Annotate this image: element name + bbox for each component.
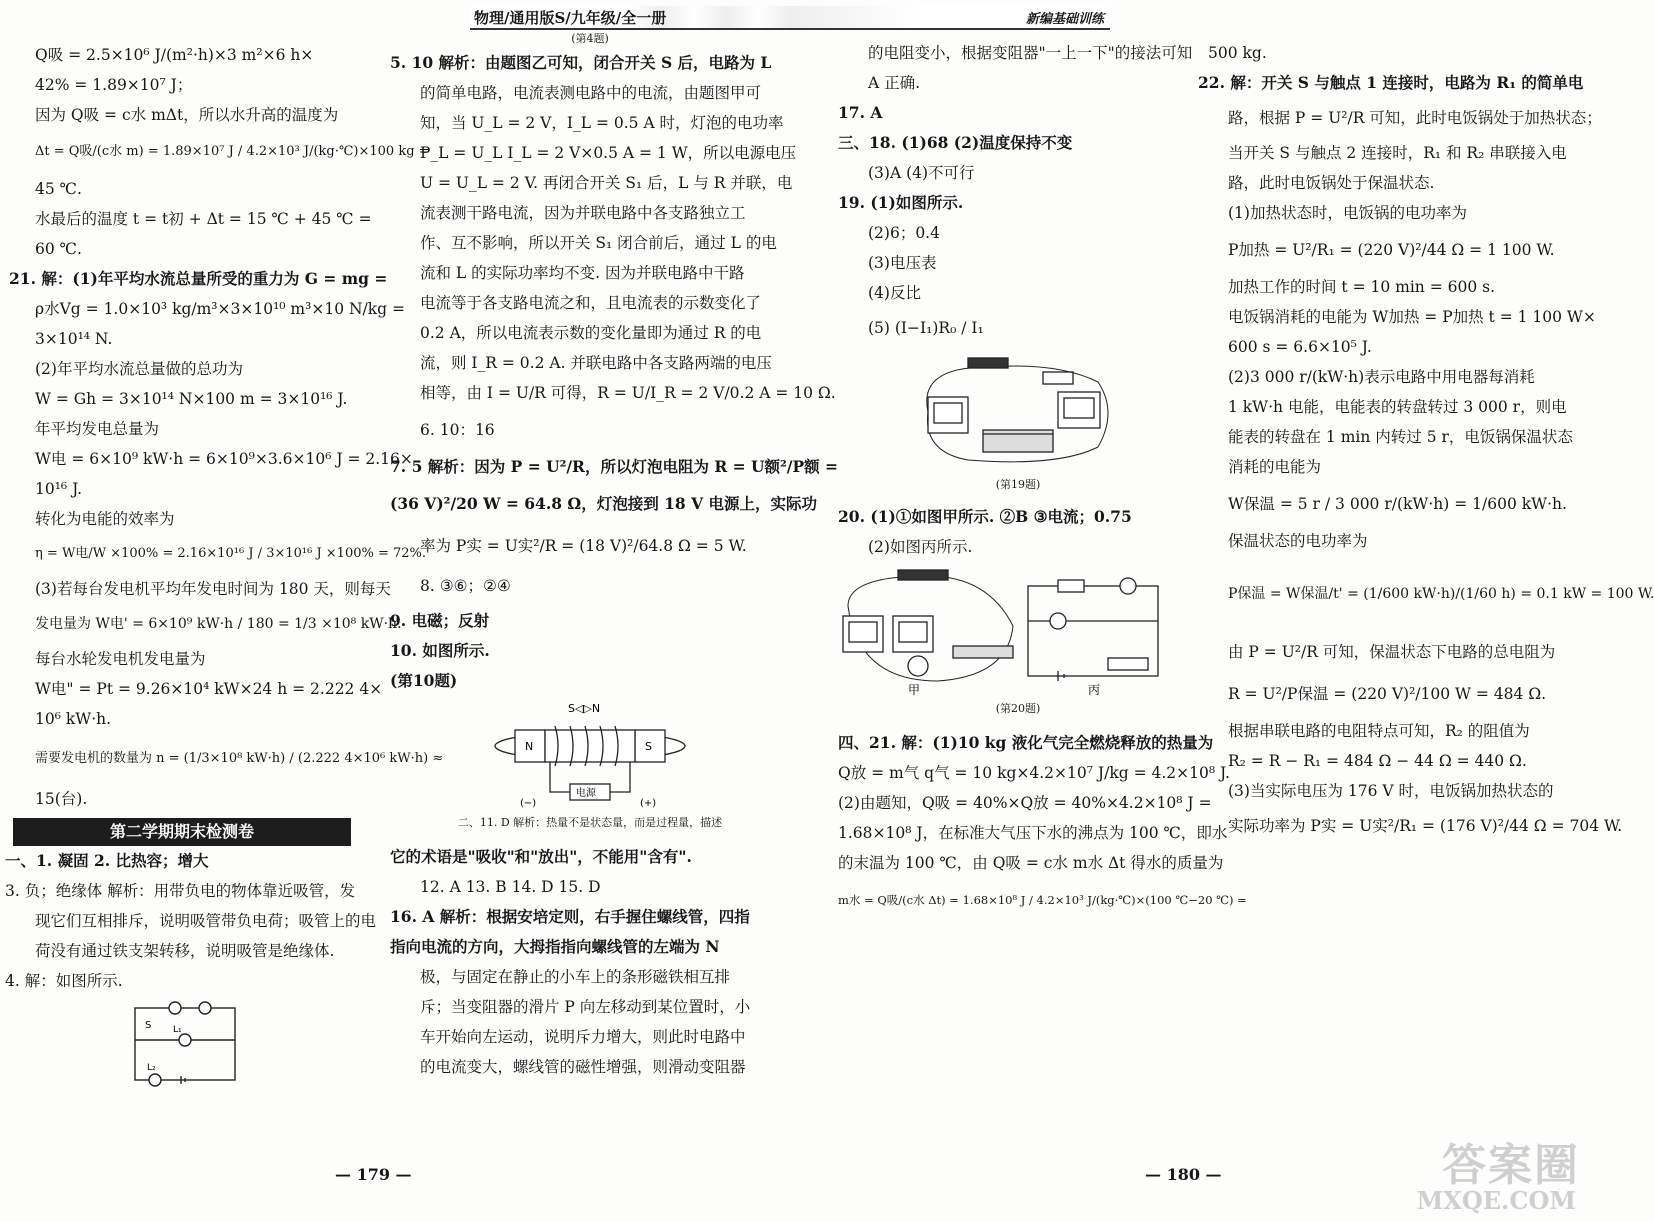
text-line: 现它们互相排斥，说明吸管带负电荷；吸管上的电 — [35, 912, 377, 930]
text-line: 电饭锅消耗的电能为 W加热 = P加热 t = 1 100 W× — [1228, 308, 1596, 326]
page-number-right: — 180 — — [1145, 1165, 1222, 1184]
text-line: 1.68×10⁸ J，在标准大气压下水的沸点为 100 ℃，即水 — [838, 824, 1228, 842]
question-20: 20. (1)①如图甲所示. ②B ③电流；0.75 — [838, 507, 1132, 526]
text-line: 流，则 I_R = 0.2 A. 并联电路中各支路两端的电压 — [420, 354, 772, 372]
text-line: 作、互不影响，所以开关 S₁ 闭合前后，通过 L 的电 — [420, 234, 777, 252]
text-line: 每台水轮发电机发电量为 — [35, 650, 206, 668]
text-line: 消耗的电能为 — [1228, 458, 1322, 476]
label-minus: (−) — [520, 798, 537, 809]
header-brand: 新编基础训练 — [1025, 11, 1104, 27]
text-line: ρ水Vg = 1.0×10³ kg/m³×3×10¹⁰ m³×10 N/kg = — [35, 300, 405, 318]
question-22: 22. 解：开关 S 与触点 1 连接时，电路为 R₁ 的简单电 — [1198, 73, 1584, 92]
text-line: (2)3 000 r/(kW·h)表示电路中用电器每消耗 — [1228, 368, 1535, 386]
text-line: 发电量为 W电' = 6×10⁹ kW·h / 180 = 1/3 ×10⁸ kW·h. — [35, 616, 402, 632]
question-19: 19. (1)如图所示. — [838, 193, 964, 212]
text-line: 8. ③⑥；②④ — [420, 577, 511, 595]
text-line: (2)6；0.4 — [868, 224, 940, 242]
text-line: P加热 = U²/R₁ = (220 V)²/44 Ω = 1 100 W. — [1228, 241, 1555, 259]
text-line: 斥；当变阻器的滑片 P 向左移动到某位置时，小 — [420, 998, 751, 1016]
figure-caption: (第4题) — [571, 32, 609, 45]
text-line: (3)当实际电压为 176 V 时，电饭锅加热状态的 — [1228, 782, 1554, 800]
text-line: 500 kg. — [1208, 44, 1267, 62]
text-line: 45 ℃. — [35, 180, 82, 198]
text-line: R = U²/P保温 = (220 V)²/100 W = 484 Ω. — [1228, 685, 1547, 703]
text-line: 6. 10：16 — [420, 421, 495, 439]
question-21-part4: 四、21. 解：(1)10 kg 液化气完全燃烧释放的热量为 — [838, 733, 1214, 752]
text-line: 加热工作的时间 t = 10 min = 600 s. — [1228, 278, 1496, 296]
text-line: A 正确. — [868, 74, 921, 92]
text-line: 流和 L 的实际功率均不变. 因为并联电路中干路 — [420, 264, 745, 282]
text-line: U = U_L = 2 V. 再闭合开关 S₁ 后，L 与 R 并联，电 — [420, 174, 793, 192]
question-21: 21. 解：(1)年平均水流总量所受的重力为 G = mg = — [9, 269, 388, 288]
label-s: S — [645, 740, 652, 753]
label-source: 电源 — [576, 788, 596, 799]
text-line: 保温状态的电功率为 — [1228, 532, 1368, 550]
text-line: 4. 解：如图所示. — [5, 972, 123, 990]
text-line: 率为 P实 = U实²/R = (18 V)²/64.8 Ω = 5 W. — [420, 537, 747, 555]
text-line: (3)若每台发电机平均年发电时间为 180 天，则每天 — [35, 580, 391, 598]
text-line: m水 = Q吸/(c水 Δt) = 1.68×10⁸ J / 4.2×10³ J/(kg·℃)×(100 ℃−20 ℃) = — [838, 893, 1247, 907]
text-line: 一、1. 凝固 2. 比热容；增大 — [5, 851, 209, 870]
text-line: 42% = 1.89×10⁷ J； — [35, 76, 193, 94]
section-title: 第二学期期末检测卷 — [13, 818, 351, 846]
question-10: (第10题) — [390, 671, 458, 690]
text-line: (5) (I−I₁)R₀ / I₁ — [868, 319, 984, 337]
question-5: 5. 10 解析：由题图乙可知，闭合开关 S 后，电路为 L — [390, 53, 772, 72]
text-line: (2)年平均水流总量做的总功为 — [35, 360, 243, 378]
watermark-url: MXQE.COM — [1416, 1186, 1576, 1215]
question-7: (36 V)²/20 W = 64.8 Ω，灯泡接到 18 V 电源上，实际功 — [390, 494, 817, 513]
text-line: R₂ = R − R₁ = 484 Ω − 44 Ω = 440 Ω. — [1228, 752, 1527, 770]
text-line: 10⁶ kW·h. — [35, 710, 112, 728]
apparatus-figure-q19 — [908, 352, 1118, 472]
text-line: 极，与固定在静止的小车上的条形磁铁相互排 — [420, 968, 731, 986]
text-line: 由 P = U²/R 可知，保温状态下电路的总电阻为 — [1228, 643, 1556, 661]
column-4 — [1198, 38, 1654, 846]
text-line: 因为 Q吸 = c水 mΔt，所以水升高的温度为 — [35, 106, 339, 124]
text-line: 知，当 U_L = 2 V，I_L = 0.5 A 时，灯泡的电功率 — [420, 114, 784, 132]
text-line: 的电阻变小，根据变阻器"一上一下"的接法可知 — [868, 44, 1193, 62]
text-line: 当开关 S 与触点 2 连接时，R₁ 和 R₂ 串联接入电 — [1228, 144, 1567, 162]
question-17: 17. A — [838, 103, 883, 122]
text-line: 600 s = 6.6×10⁵ J. — [1228, 338, 1372, 356]
text-line: 10¹⁶ J. — [35, 480, 83, 498]
question-8: 9. 电磁；反射 — [390, 611, 490, 630]
text-line: Q放 = m气 q气 = 10 kg×4.2×10⁷ J/kg = 4.2×10⁸ J. — [838, 764, 1230, 782]
column-2 — [390, 30, 839, 1082]
label-l1: L₁ — [173, 1025, 182, 1035]
text-line: 荷没有通过铁支架转移，说明吸管是绝缘体. — [35, 942, 335, 960]
question-6: 7. 5 解析：因为 P = U²/R，所以灯泡电阻为 R = U额²/P额 = — [390, 457, 839, 476]
solenoid-figure-q10 — [490, 700, 690, 810]
text-line: (2)如图丙所示. — [868, 538, 973, 556]
text-line: (2)由题知，Q吸 = 40%×Q放 = 40%×4.2×10⁸ J = — [838, 794, 1212, 812]
text-line: 3×10¹⁴ N. — [35, 330, 113, 348]
question-16: 指向电流的方向，大拇指指向螺线管的左端为 N — [390, 937, 720, 956]
text-line: (4)反比 — [868, 284, 921, 302]
text-line: 0.2 A，所以电流表示数的变化量即为通过 R 的电 — [420, 324, 762, 342]
text-line: 的末温为 100 ℃，由 Q吸 = c水 m水 Δt 得水的质量为 — [838, 854, 1224, 872]
text-line: 需要发电机的数量为 n = (1/3×10⁸ kW·h) / (2.222 4×10⁶ kW·h) ≈ — [35, 751, 444, 766]
label-plus: (+) — [640, 798, 657, 809]
text-line: 15(台). — [35, 790, 88, 808]
circuit-figure-q4 — [125, 1000, 245, 1090]
text-line: 车开始向左运动，说明斥力增大，则此时电路中 — [420, 1028, 746, 1046]
text-line: Q吸 = 2.5×10⁶ J/(m²·h)×3 m²×6 h× — [35, 46, 314, 64]
text-line: P_L = U_L I_L = 2 V×0.5 A = 1 W，所以电源电压 — [420, 144, 797, 162]
text-line: 路，根据 P = U²/R 可知，此时电饭锅处于加热状态； — [1228, 109, 1602, 127]
question-18: 三、18. (1)68 (2)温度保持不变 — [838, 133, 1073, 152]
text-line: W电 = 6×10⁹ kW·h = 6×10⁹×3.6×10⁶ J = 2.16× — [35, 450, 413, 468]
text-line: Δt = Q吸/(c水 m) = 1.89×10⁷ J / 4.2×10³ J/(kg·℃)×100 kg = — [35, 144, 430, 159]
text-line: 根据串联电路的电阻特点可知，R₂ 的阻值为 — [1228, 722, 1530, 740]
text-line: 1 kW·h 电能，电能表的转盘转过 3 000 r，则电 — [1228, 398, 1567, 416]
text-line: 12. A 13. B 14. D 15. D — [420, 878, 601, 896]
question-9: 10. 如图所示. — [390, 641, 490, 660]
text-line: η = W电/W ×100% = 2.16×10¹⁶ J / 3×10¹⁶ J ×100% = 72%. — [35, 546, 427, 561]
text-line: P保温 = W保温/t' = (1/600 kW·h)/(1/60 h) = 0.1 kW = 100 W. — [1228, 586, 1654, 602]
text-line: 实际功率为 P实 = U实²/R₁ = (176 V)²/44 Ω = 704 W. — [1228, 817, 1623, 835]
figure-caption: 二、11. D 解析：热量不是状态量，而是过程量，描述 — [457, 816, 723, 829]
text-line: (3)A (4)不可行 — [868, 164, 975, 182]
text-line: 流表测干路电流，因为并联电路中各支路独立工 — [420, 204, 746, 222]
text-line: 能表的转盘在 1 min 内转过 5 r，电饭锅保温状态 — [1228, 428, 1573, 446]
text-line: 3. 负；绝缘体 解析：用带负电的物体靠近吸管，发 — [5, 882, 356, 900]
text-line: 转化为电能的效率为 — [35, 510, 175, 528]
label-n: N — [525, 740, 534, 753]
page-header — [470, 6, 1110, 30]
text-line: W保温 = 5 r / 3 000 r/(kW·h) = 1/600 kW·h. — [1228, 495, 1567, 513]
text-line: 的简单电路，电流表测电路中的电流，由题图甲可 — [420, 84, 762, 102]
text-line: 年平均发电总量为 — [35, 420, 160, 438]
header-title: 物理/通用版S/九年级/全一册 — [474, 8, 667, 27]
question-12-15: 16. A 解析：根据安培定则，右手握住螺线管，四指 — [390, 907, 750, 926]
text-line: 的电流变大，螺线管的磁性增强，则滑动变阻器 — [420, 1058, 746, 1076]
text-line: (1)加热状态时，电饭锅的电功率为 — [1228, 204, 1467, 222]
text-line: 相等，由 I = U/R 可得，R = U/I_R = 2 V/0.2 A = 10 Ω. — [420, 384, 836, 402]
label-l2: L₂ — [147, 1063, 156, 1073]
text-line: W电" = Pt = 9.26×10⁴ kW×24 h = 2.222 4× — [35, 680, 383, 698]
text-line: 路，此时电饭锅处于保温状态. — [1228, 174, 1435, 192]
label-s: S — [145, 1020, 152, 1031]
label-compass: S◁▷N — [568, 702, 601, 715]
text-line: 电流等于各支路电流之和，且电流表的示数变化了 — [420, 294, 762, 312]
figure-caption: (第19题) — [995, 478, 1041, 491]
text-line: 水最后的温度 t = t初 + Δt = 15 ℃ + 45 ℃ = — [35, 210, 372, 228]
question-11: 它的术语是"吸收"和"放出"，不能用"含有". — [390, 847, 692, 866]
apparatus-figure-q20 — [838, 566, 1178, 696]
watermark-logo: 答案圈 — [1442, 1140, 1580, 1191]
figure-caption: (第20题) — [995, 702, 1041, 715]
text-line: W = Gh = 3×10¹⁴ N×100 m = 3×10¹⁶ J. — [35, 390, 348, 408]
text-line: (3)电压表 — [868, 254, 937, 272]
label-bing: 丙 — [1088, 683, 1101, 697]
label-jia: 甲 — [908, 683, 921, 697]
page-number-left: — 179 — — [335, 1165, 412, 1184]
text-line: 60 ℃. — [35, 240, 82, 258]
